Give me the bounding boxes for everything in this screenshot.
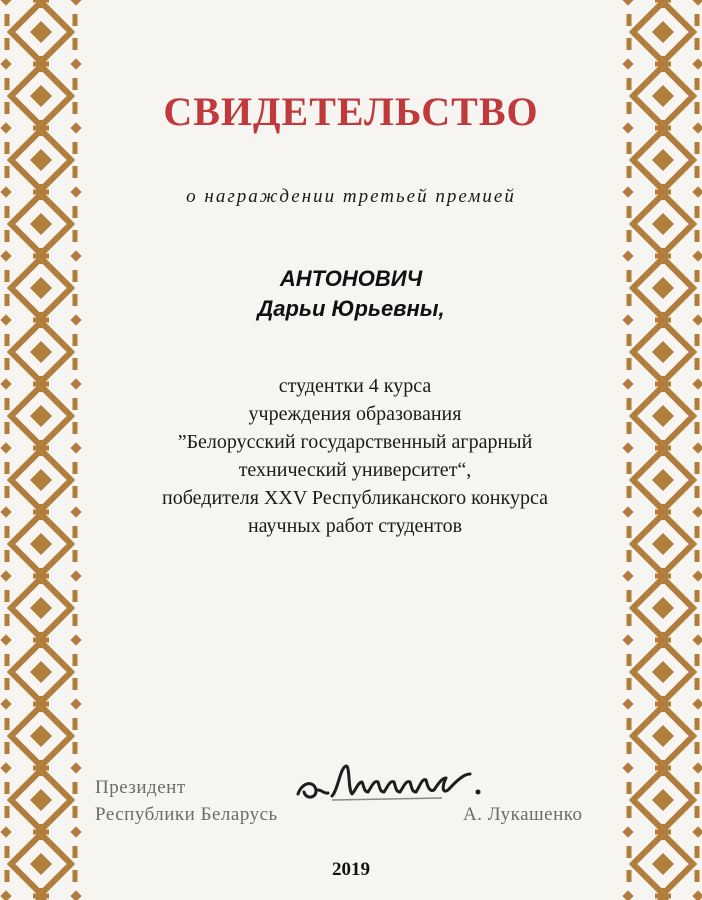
ornament-center (652, 789, 674, 811)
ornament-center (30, 533, 52, 555)
ornament-dot (0, 250, 11, 261)
ornament-center (652, 597, 674, 619)
ornament-center (652, 405, 674, 427)
certificate-year: 2019 (332, 859, 370, 880)
ornament-dot (70, 442, 81, 453)
ornament-dot (692, 250, 702, 261)
ornament-dot (0, 698, 11, 709)
ornament-dot (622, 698, 633, 709)
ornament-dot (692, 378, 702, 389)
ornament-center (30, 725, 52, 747)
ornament-center (30, 341, 52, 363)
ornament-center (30, 789, 52, 811)
ornament-center (652, 661, 674, 683)
ornament-dot (0, 890, 11, 900)
ornament-dot (622, 762, 633, 773)
ornament-dot (70, 378, 81, 389)
ornament-dot (692, 570, 702, 581)
ornament-center (30, 21, 52, 43)
ornament-dot (70, 250, 81, 261)
body-line: научных работ студентов (247, 515, 463, 537)
ornament-dot (692, 826, 702, 837)
ornament-dot (0, 506, 11, 517)
ornament-dot (0, 442, 11, 453)
ornament-center (652, 533, 674, 555)
ornament-center (652, 341, 674, 363)
ornament-dot (622, 570, 633, 581)
ornament-dot (70, 0, 81, 6)
ornament-center (652, 725, 674, 747)
ornament-dot (0, 570, 11, 581)
ornament-center (652, 469, 674, 491)
ornament-border-right (622, 0, 702, 900)
body-line: студентки 4 курса (278, 375, 432, 397)
body-line: технический университет“, (238, 459, 472, 481)
ornament-dot (70, 58, 81, 69)
certificate-subtitle: о награждении третьей премией (186, 186, 516, 207)
recipient-surname: АНТОНОВИЧ (279, 266, 423, 291)
ornament-dot (0, 58, 11, 69)
ornament-dot (622, 442, 633, 453)
certificate-body (100, 372, 610, 540)
ornament-center (30, 661, 52, 683)
ornament-dot (70, 762, 81, 773)
ornament-dot (0, 378, 11, 389)
body-line: ”Белорусский государственный аграрный (177, 431, 533, 453)
ornament-dot (622, 890, 633, 900)
ornament-dot (70, 890, 81, 900)
body-line: победителя XXV Республиканского конкурса (162, 487, 548, 509)
ornament-dot (622, 250, 633, 261)
signatory-position-line1: Президент (95, 777, 186, 798)
ornament-dot (622, 58, 633, 69)
ornament-dot (692, 58, 702, 69)
ornament-center (652, 21, 674, 43)
ornament-dot (70, 570, 81, 581)
ornament-dot (622, 826, 633, 837)
ornament-dot (692, 506, 702, 517)
ornament-dot (692, 634, 702, 645)
ornament-dot (692, 698, 702, 709)
ornament-dot (692, 0, 702, 6)
ornament-center (652, 213, 674, 235)
ornament-dot (0, 762, 11, 773)
ornament-center (30, 149, 52, 171)
signature-icon (292, 760, 492, 810)
ornament-center (652, 149, 674, 171)
ornament-center (30, 597, 52, 619)
ornament-dot (692, 762, 702, 773)
ornament-dot (692, 442, 702, 453)
ornament-dot (692, 890, 702, 900)
ornament-dot (70, 698, 81, 709)
ornament-dot (0, 634, 11, 645)
ornament-dot (0, 0, 11, 6)
ornament-border-left (0, 0, 82, 900)
ornament-dot (70, 634, 81, 645)
signatory-name: А. Лукашенко (463, 804, 583, 825)
ornament-dot (622, 506, 633, 517)
ornament-dot (622, 634, 633, 645)
ornament-dot (622, 0, 633, 6)
ornament-center (30, 405, 52, 427)
ornament-center (30, 213, 52, 235)
ornament-dot (70, 506, 81, 517)
ornament-center (30, 469, 52, 491)
recipient-given-names: Дарьи Юрьевны, (257, 296, 445, 321)
certificate-title: СВИДЕТЕЛЬСТВО (163, 89, 539, 134)
body-line: учреждения образования (248, 403, 462, 425)
ornament-dot (0, 826, 11, 837)
ornament-dot (622, 378, 633, 389)
signatory-position-line2: Республики Беларусь (95, 804, 278, 825)
ornament-dot (70, 826, 81, 837)
